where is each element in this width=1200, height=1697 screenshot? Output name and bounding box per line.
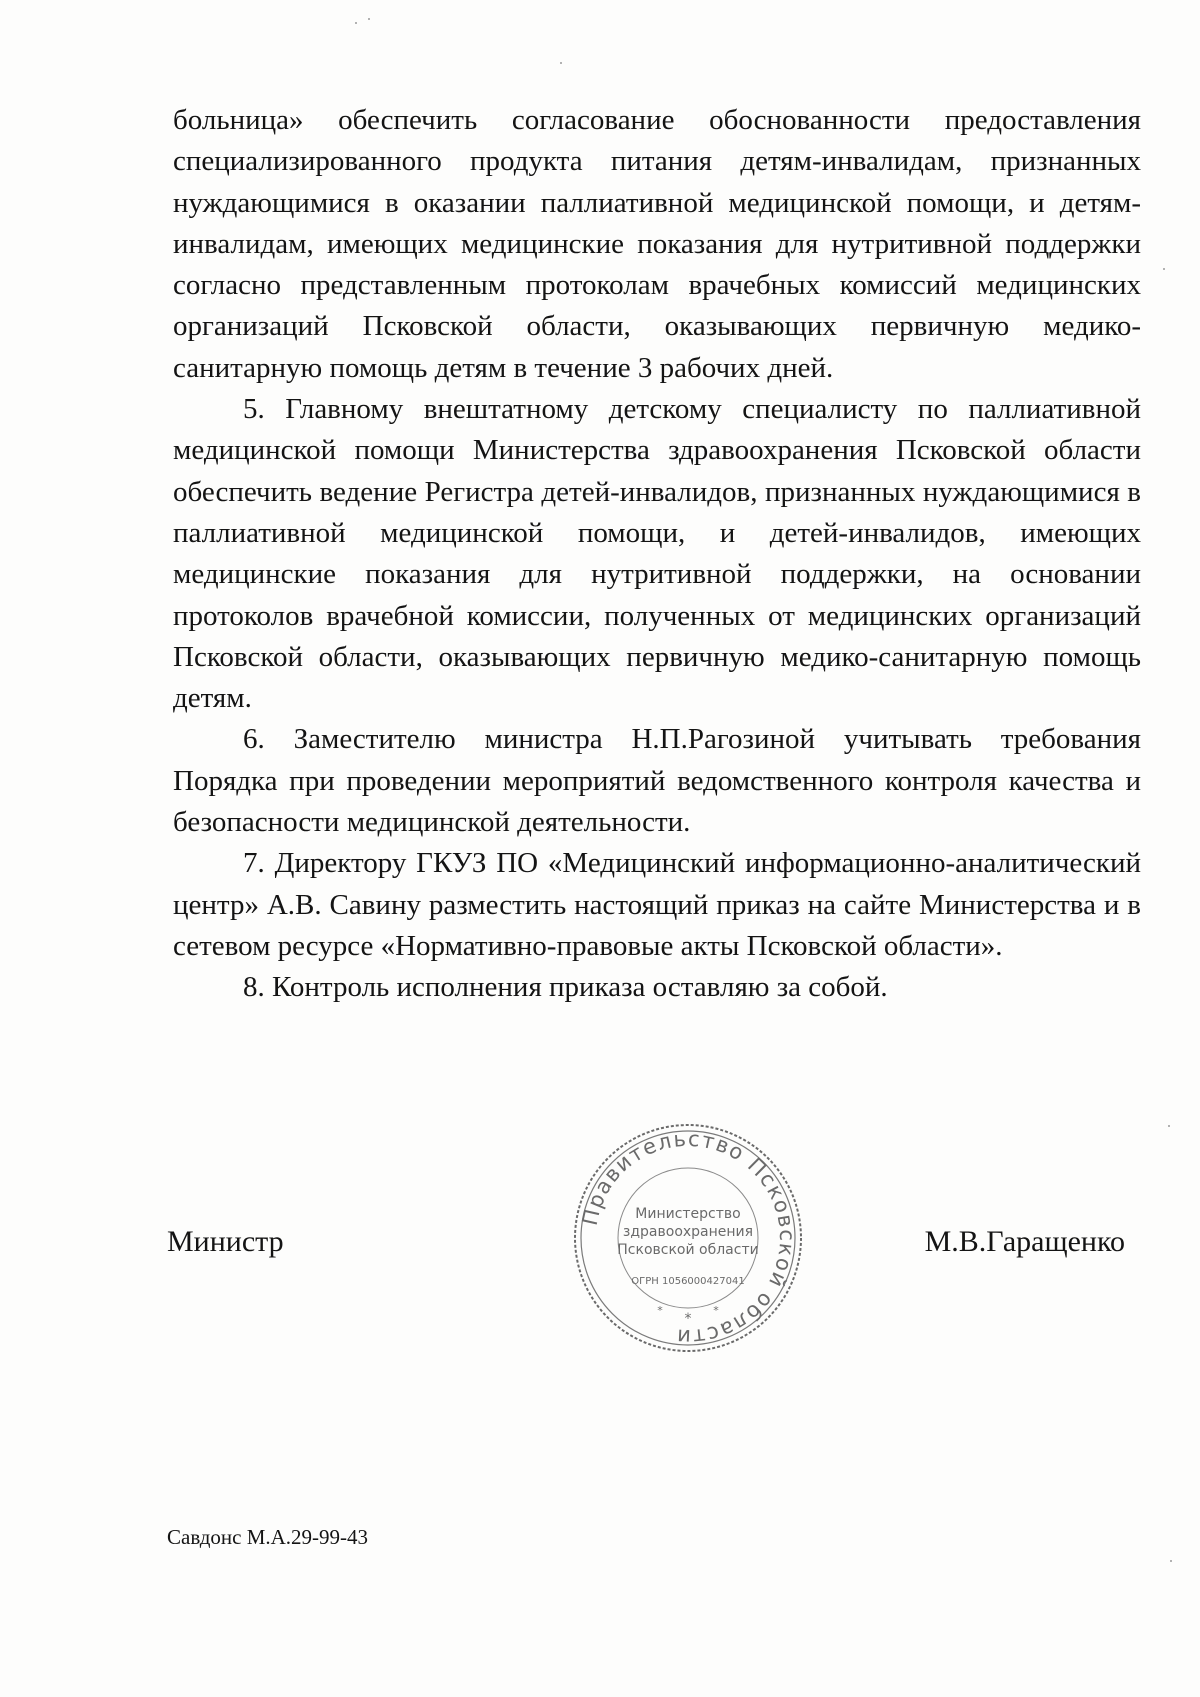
signatory-title: Министр	[167, 1225, 284, 1258]
scan-speck	[355, 22, 357, 24]
stamp-star-icon: *	[684, 1311, 692, 1327]
paragraph-item-8: 8. Контроль исполнения приказа оставляю за собой.	[243, 971, 888, 1004]
scan-speck	[560, 62, 562, 64]
scan-speck	[1168, 1125, 1170, 1127]
scan-speck	[368, 18, 370, 20]
stamp-center-line-3: Псковской области	[617, 1242, 759, 1258]
scan-speck	[1170, 1560, 1172, 1562]
stamp-star-icon: *	[657, 1304, 663, 1317]
stamp-ogrn: ОГРН 1056000427041	[631, 1276, 745, 1287]
paragraph-item-6: 6. Заместителю министра Н.П.Рагозиной учитывать требования Порядка при проведении мероприятий ведомственного контроля качества и безопасности медицинской деятельности.	[173, 723, 1141, 839]
stamp-center-line-1: Министерство	[635, 1206, 741, 1222]
stamp-ring-text: Правительство Псковской области	[577, 1126, 800, 1350]
paragraph-item-7: 7. Директору ГКУЗ ПО «Медицинский информационно-аналитический центр» А.В. Савину разместить настоящий приказ на сайте Министерства и в сетевом ресурсе «Нормативно-правовые акты Псковской области».	[173, 847, 1141, 962]
order-body	[173, 100, 1141, 1009]
signatory-name: М.В.Гаращенко	[924, 1225, 1125, 1258]
paragraph-item-5: 5. Главному внештатному детскому специалисту по паллиативной медицинской помощи Министерства здравоохранения Псковской области обеспечить ведение Регистра детей-инвалидов, признанных нуждающимися в паллиативной медицинской помощи, и детей-инвалидов, имеющих медицинские показания для нутритивной поддержки, на основании протоколов врачебной комиссии, полученных от медицинских организаций Псковской области, оказывающих первичную медико-санитарную помощь детям.	[173, 393, 1141, 715]
stamp-star-icon: *	[713, 1304, 719, 1317]
executor-contact: Савдонс М.А.29-99-43	[167, 1525, 369, 1549]
official-seal-stamp	[568, 1118, 808, 1358]
scan-speck	[1163, 268, 1165, 270]
paragraph-continuation: больница» обеспечить согласование обоснованности предоставления специализированного продукта питания детям-инвалидам, признанных нуждающимися в оказании паллиативной медицинской помощи, и детям-инвалидам, имеющих медицинские показания для нутритивной поддержки согласно представленным протоколам врачебных комиссий медицинских организаций Псковской области, оказывающих первичную медико-санитарную помощь детям в течение 3 рабочих дней.	[173, 104, 1141, 384]
stamp-center-line-2: здравоохранения	[622, 1224, 754, 1240]
